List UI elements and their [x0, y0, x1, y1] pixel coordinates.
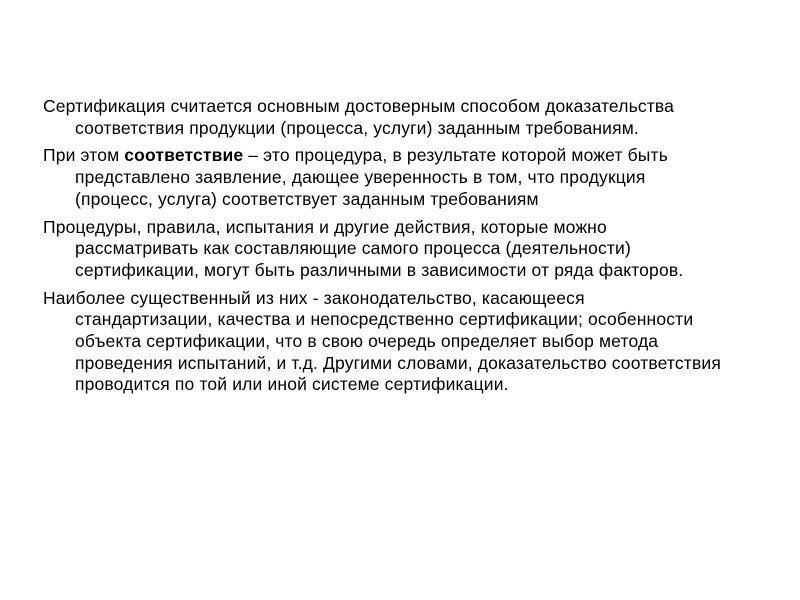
paragraph-certification-definition: Сертификация считается основным достоверным способом доказательства соответствия продукции (процесса, услуги) заданным требованиям. — [43, 96, 675, 138]
conformity-explanation: – это процедура, в результате которой может быть представлено заявление, дающее уверенность в том, что продукция (процесс, услуга) соответствует заданным требованиям — [75, 145, 668, 209]
paragraph-legislation: Наиболее существенный из них - законодательство, касающееся стандартизации, качества и непосредственно сертификации; особенности объекта сертификации, что в свою очередь определяет выбор метода проведения испытаний, и т.д. Другими словами, доказательство соответствия проводится по той или иной системе сертификации. — [43, 287, 721, 395]
slide-text-block — [43, 96, 723, 396]
conformity-term: соответствие — [124, 145, 244, 166]
conformity-intro: При этом — [43, 145, 125, 166]
paragraph-conformity-definition — [43, 145, 723, 210]
paragraph-procedures: Процедуры, правила, испытания и другие действия, которые можно рассматривать как составляющие самого процесса (деятельности) сертификации, могут быть различными в зависимости от ряда факторов. — [43, 216, 684, 280]
